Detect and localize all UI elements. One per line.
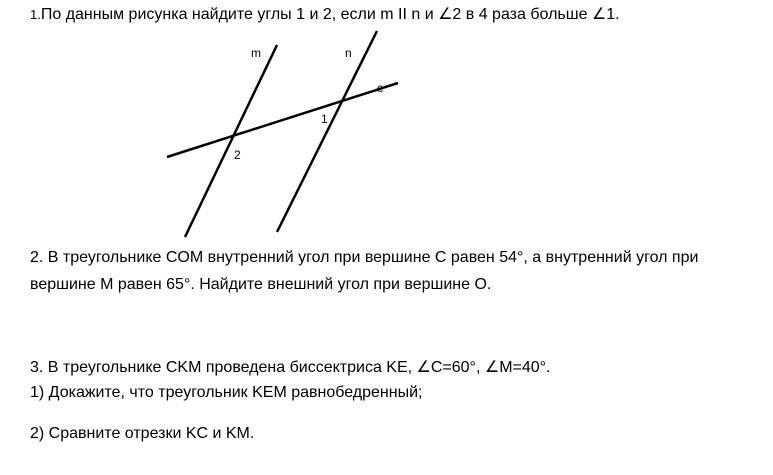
problem-1-text: По данным рисунка найдите углы 1 и 2, если m II n и ∠2 в 4 раза больше ∠1.: [40, 6, 620, 23]
problem-1-number: 1.: [30, 7, 41, 22]
label-c: c: [377, 81, 383, 95]
problem-3-line-2: 1) Докажите, что треугольник KEM равнобедренный;: [30, 384, 423, 401]
label-angle-2: 2: [234, 148, 241, 162]
problem-2-line-2: вершине M равен 65°. Найдите внешний угол при вершине O.: [30, 276, 492, 293]
problem-3-line-1: 3. В треугольнике CKM проведена биссектриса KE, ∠C=60°, ∠M=40°.: [30, 359, 551, 376]
line-n: [277, 31, 377, 232]
label-n: n: [345, 46, 352, 60]
problem-3-line-3: 2) Сравните отрезки KC и KM.: [30, 425, 255, 442]
line-m: [185, 45, 277, 237]
label-angle-1: 1: [321, 112, 328, 126]
line-c-transversal: [167, 83, 398, 157]
label-m: m: [251, 46, 261, 60]
problem-2-line-1: 2. В треугольнике COM внутренний угол при вершине C равен 54°, а внутренний угол при: [30, 249, 699, 266]
